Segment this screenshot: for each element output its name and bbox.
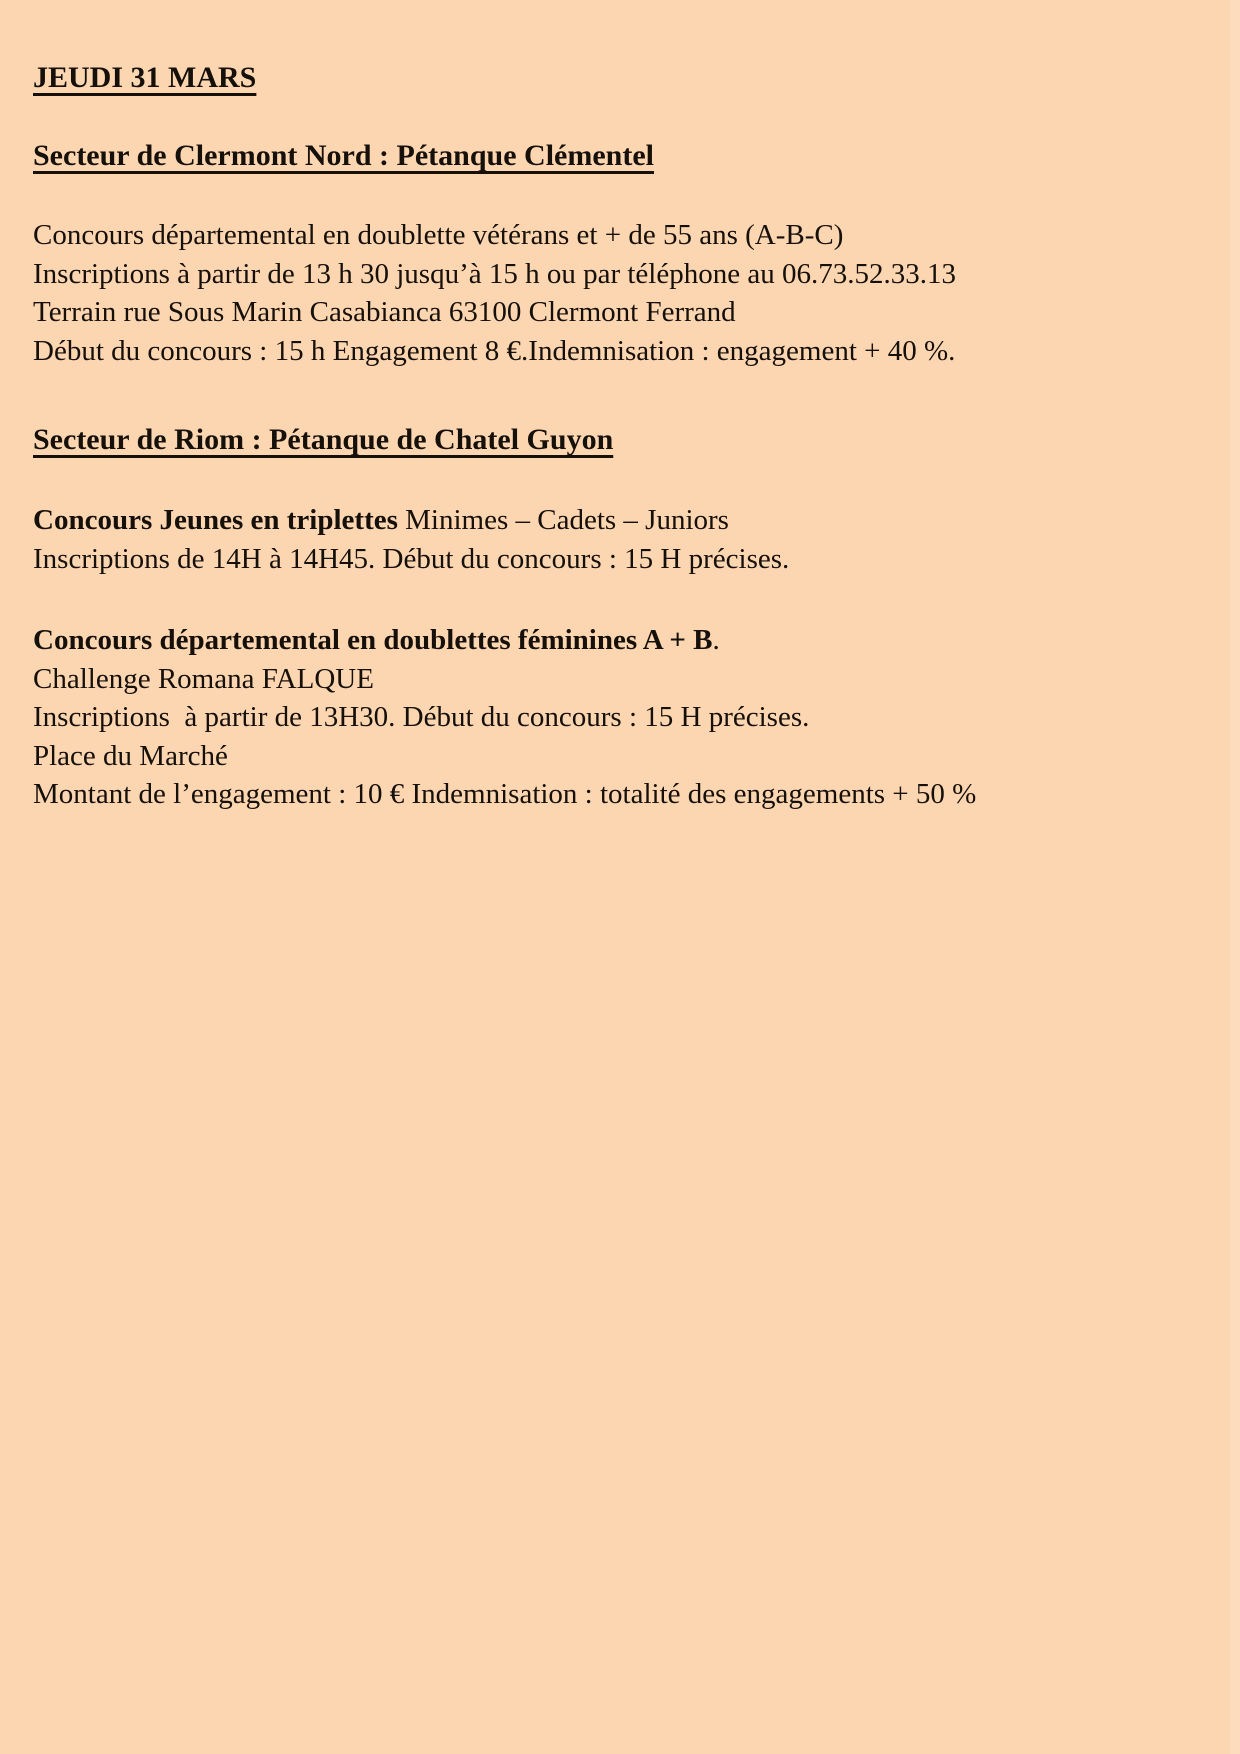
text-line bbox=[33, 775, 1210, 814]
text-line bbox=[33, 293, 1210, 332]
text-line bbox=[33, 737, 1210, 776]
day-heading bbox=[33, 420, 1210, 460]
text-line-segment: Terrain rue Sous Marin Casabianca 63100 Clermont Ferrand bbox=[33, 296, 736, 328]
day-heading-text: Secteur de Riom : Pétanque de Chatel Guyon bbox=[33, 423, 614, 456]
text-line bbox=[33, 255, 1210, 294]
text-line bbox=[33, 540, 1210, 579]
text-line bbox=[33, 621, 1210, 660]
day-heading bbox=[33, 58, 1210, 98]
text-line-bold-segment: Concours Jeunes en triplettes bbox=[33, 504, 398, 536]
text-line bbox=[33, 660, 1210, 699]
paragraph bbox=[33, 216, 1210, 370]
text-line-bold-segment: Concours départemental en doublettes féminines A + B bbox=[33, 624, 713, 656]
section-heading bbox=[33, 136, 1210, 176]
text-line-segment: Inscriptions à partir de 13 h 30 jusqu’à 15 h ou par téléphone au 06.73.52.33.13 bbox=[33, 257, 956, 290]
text-line bbox=[33, 332, 1210, 371]
text-line bbox=[33, 501, 1210, 540]
text-line-segment: Place du Marché bbox=[33, 739, 228, 772]
paragraph bbox=[33, 501, 1210, 578]
text-line-segment: . bbox=[712, 624, 720, 656]
text-line bbox=[33, 698, 1210, 737]
day-heading-text: JEUDI 31 MARS bbox=[33, 61, 257, 94]
paragraph bbox=[33, 621, 1210, 814]
text-line-segment: Inscriptions de 14H à 14H45. Début du concours : 15 H précises. bbox=[33, 542, 790, 575]
scan-edge-artifact bbox=[1230, 0, 1240, 1754]
section-heading-text: Secteur de Clermont Nord : Pétanque Clémentel bbox=[33, 139, 654, 172]
text-line-segment: Concours départemental en doublette vétérans et + de 55 ans (A-B-C) bbox=[33, 219, 844, 251]
text-line-segment: Inscriptions à partir de 13H30. Début du concours : 15 H précises. bbox=[33, 701, 810, 733]
text-line-segment: Début du concours : 15 h Engagement 8 €.Indemnisation : engagement + 40 %. bbox=[33, 334, 956, 367]
text-line bbox=[33, 216, 1210, 255]
text-line-segment: Challenge Romana FALQUE bbox=[33, 662, 374, 695]
text-line-segment: Montant de l’engagement : 10 € Indemnisation : totalité des engagements + 50 % bbox=[33, 778, 977, 810]
text-line-segment: Minimes – Cadets – Juniors bbox=[397, 504, 729, 536]
